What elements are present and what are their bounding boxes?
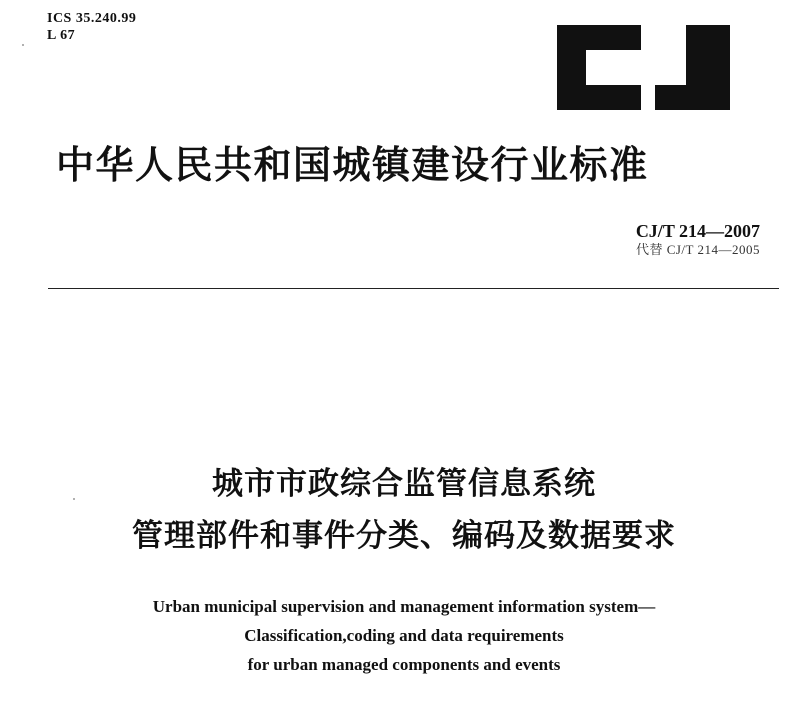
header-divider (48, 288, 779, 289)
chinese-title-line-1: 城市市政综合监管信息系统 (212, 466, 596, 502)
replaces-code: 代替 CJ/T 214—2005 (635, 242, 760, 257)
english-title-line-1: Urban municipal supervision and management information system— (152, 597, 656, 616)
english-title-line-2: Classification,coding and data requirements (244, 626, 564, 645)
ccs-code: L 67 (47, 28, 76, 43)
scan-speck (22, 44, 24, 46)
chinese-title-line-2: 管理部件和事件分类、编码及数据要求 (132, 518, 676, 554)
standard-title: 中华人民共和国城镇建设行业标准 (56, 143, 649, 187)
chinese-title (0, 458, 808, 562)
standard-code-block (636, 220, 760, 258)
classification-codes (47, 10, 136, 44)
scan-speck (73, 498, 75, 500)
english-title (0, 592, 808, 679)
ics-code: ICS 35.240.99 (47, 11, 137, 26)
english-title-line-3: for urban managed components and events (247, 655, 561, 674)
cj-logo (557, 25, 730, 110)
standard-code: CJ/T 214—2007 (635, 221, 760, 241)
